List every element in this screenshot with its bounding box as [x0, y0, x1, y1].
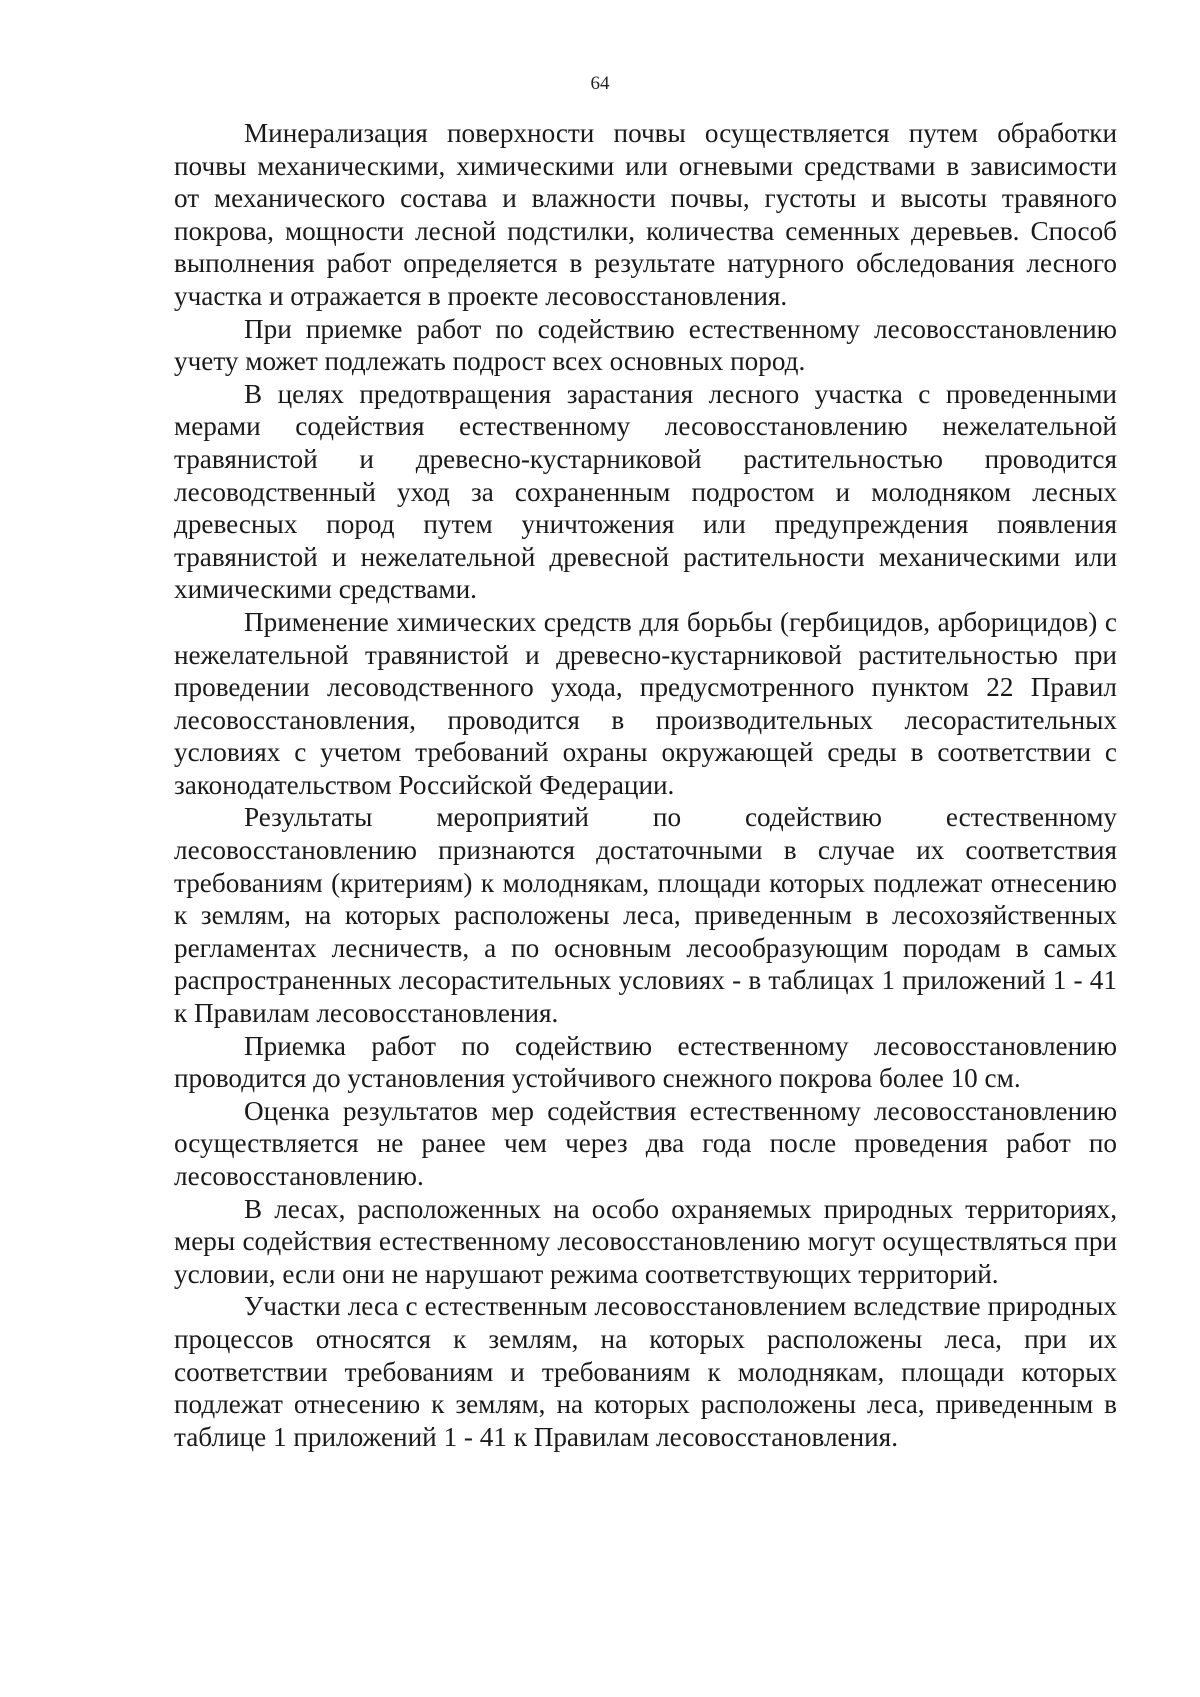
paragraph-soil-mineralization: Минерализация поверхности почвы осуществляется путем обработки почвы механическими, химическими или огневыми средствами в зависимости от механического состава и влажности почвы, густоты и высоты травяного покрова, мощности лесной подстилки, количества семенных деревьев. Способ выполнения работ определяется в результате натурного обследования лесного участка и отражается в проекте лесовосстановления. [174, 118, 1117, 311]
paragraph-protected-areas: В лесах, расположенных на особо охраняемых природных территориях, меры содействия естественному лесовосстановлению могут осуществляться при условии, если они не нарушают режима соответствующих территорий. [174, 1193, 1117, 1289]
paragraph-acceptance-accounting: При приемке работ по содействию естественному лесовосстановлению учету может подлежать подрост всех основных пород. [174, 313, 1117, 377]
paragraph-acceptance-timing: Приемка работ по содействию естественному лесовосстановлению проводится до установления устойчивого снежного покрова более 10 см. [174, 1030, 1117, 1094]
page-number: 64 [590, 73, 610, 94]
paragraph-results-evaluation: Оценка результатов мер содействия естественному лесовосстановлению осуществляется не ранее чем через два года после проведения работ по лесовосстановлению. [174, 1095, 1117, 1191]
paragraph-overgrowth-prevention: В целях предотвращения зарастания лесного участка с проведенными мерами содействия естественному лесовосстановлению нежелательной травянистой и древесно-кустарниковой растительностью проводится лесоводственный уход за сохраненным подростом и молодняком лесных древесных пород путем уничтожения или предупреждения появления травянистой и нежелательной древесной растительности механическими или химическими средствами. [174, 378, 1117, 605]
document-body [174, 117, 1117, 1453]
paragraph-natural-regeneration: Участки леса с естественным лесовосстановлением вследствие природных процессов относятся к землям, на которых расположены леса, при их соответствии требованиям и требованиям к молоднякам, площади которых подлежат отнесению к землям, на которых расположены леса, приведенным в таблице 1 приложений 1 - 41 к Правилам лесовосстановления. [174, 1291, 1117, 1452]
paragraph-chemical-means: Применение химических средств для борьбы (гербицидов, арборицидов) с нежелательной травянистой и древесно-кустарниковой растительностью при проведении лесоводственного ухода, предусмотренного пунктом 22 Правил лесовосстановления, проводится в производительных лесорастительных условиях с учетом требований охраны окружающей среды в соответствии с законодательством Российской Федерации. [174, 606, 1117, 800]
paragraph-results-criteria: Результаты мероприятий по содействию естественному лесовосстановлению признаются достаточными в случае их соответствия требованиям (критериям) к молоднякам, площади которых подлежат отнесению к землям, на которых расположены леса, приведенным в лесохозяйственных регламентах лесничеств, а по основным лесообразующим породам в самых распространенных лесорастительных условиях - в таблицах 1 приложений 1 - 41 к Правилам лесовосстановления. [174, 802, 1117, 1029]
